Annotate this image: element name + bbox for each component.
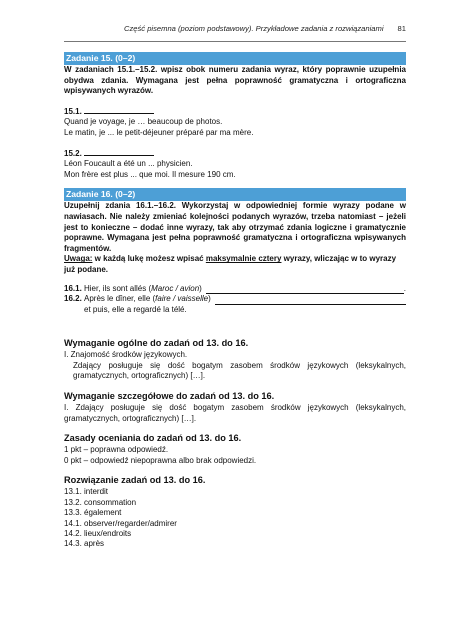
general-requirement-heading: Wymaganie ogólne do zadań od 13. do 16. <box>64 338 249 349</box>
solution-item: 13.1. interdit <box>64 487 109 497</box>
answer-blank[interactable] <box>206 284 404 294</box>
item-number: 16.1. <box>64 283 82 293</box>
task-16-item-1 <box>64 284 406 295</box>
task-15-instruction: W zadaniach 15.1.–15.2. wpisz obok numeru zadania wyraz, który poprawnie uzupełnia obydwa zdania. Wymagana jest pełna poprawność gramatyczna i ortograficzna wpisywanych wyrazów. <box>64 65 406 96</box>
sentence-start: Après le dîner, elle (faire / vaisselle) <box>84 294 211 304</box>
task-15-item-1 <box>64 105 406 139</box>
running-title: Część pisemna (poziom podstawowy). Przykładowe zadania z rozwiązaniami <box>123 24 384 33</box>
page-number: 81 <box>397 24 406 33</box>
page-content <box>64 52 406 550</box>
solution-item: 13.2. consommation <box>64 497 137 507</box>
item-number: 15.2. <box>64 148 82 158</box>
solution-item: 14.1. observer/regarder/admirer <box>64 518 177 528</box>
solution-item: 13.3. également <box>64 508 122 518</box>
sentence-continuation: et puis, elle a regardé la télé. <box>84 304 187 314</box>
task-16-title: Zadanie 16. (0–2) <box>64 188 406 201</box>
solution-item: 14.3. après <box>64 539 105 549</box>
note-text: w każdą lukę możesz wpisać <box>92 254 206 264</box>
solutions-list <box>64 487 406 549</box>
task-15-item-2 <box>64 147 406 181</box>
note-label: Uwaga: <box>64 254 93 264</box>
note-emphasis: maksymalnie cztery <box>205 254 282 264</box>
scoring-line: 1 pkt – poprawna odpowiedź. <box>64 445 169 455</box>
solutions-heading: Rozwiązanie zadań od 13. do 16. <box>64 475 206 486</box>
page-header <box>64 24 406 38</box>
solution-item: 14.2. lieux/endroits <box>64 529 132 539</box>
sentence-end: . <box>403 283 406 293</box>
detailed-requirement-heading: Wymaganie szczegółowe do zadań od 13. do 16. <box>64 391 275 402</box>
header-divider <box>64 41 406 42</box>
scoring-heading: Zasady oceniania do zadań od 13. do 16. <box>64 433 242 444</box>
sentence-start: Hier, ils sont allés (Maroc / avion) <box>84 283 202 293</box>
item-number: 16.2. <box>64 294 82 304</box>
note-text: wyrazy, wliczając w to wyrazy już podane. <box>64 254 397 274</box>
sentence: Léon Foucault a été un ... physicien. <box>64 159 193 169</box>
scoring-line: 0 pkt – odpowiedź niepoprawna albo brak odpowiedzi. <box>64 455 257 465</box>
general-requirement-detail: Zdający posługuje się dość bogatym zasobem środków językowych (leksykalnych, gramatycznych, ortograficznych) […]. <box>73 360 406 381</box>
sentence: Quand je voyage, je … beaucoup de photos. <box>64 117 223 127</box>
answer-blank[interactable] <box>215 295 406 305</box>
task-16-item-2 <box>64 294 406 305</box>
answer-blank[interactable] <box>84 105 154 114</box>
general-requirement-line: I. Znajomość środków językowych. <box>64 350 188 360</box>
detailed-requirement-text: I. Zdający posługuje się dość bogatym zasobem środków językowych (leksykalnych, gramatycznych, ortograficznych) […]. <box>64 403 406 423</box>
item-number: 15.1. <box>64 106 82 116</box>
sentence: Mon frère est plus ... que moi. Il mesure 190 cm. <box>64 169 236 179</box>
task-15-title: Zadanie 15. (0–2) <box>64 52 406 65</box>
task-16-note <box>64 254 406 275</box>
answer-blank[interactable] <box>84 147 154 156</box>
task-16-instruction: Uzupełnij zdania 16.1.–16.2. Wykorzystaj w odpowiedniej formie wyrazy podane w nawiasach. Nie należy zmieniać kolejności podanych wyrazów, trzeba natomiast – jeżeli jest to konieczne – dodać inne wyrazy, tak aby otrzymać zdania logiczne i gramatycznie poprawne. Wymagana jest pełna poprawność gramatyczna i ortograficzna wpisywanych fragmentów. <box>64 201 406 253</box>
sentence: Le matin, je ... le petit-déjeuner préparé par ma mère. <box>64 127 254 137</box>
